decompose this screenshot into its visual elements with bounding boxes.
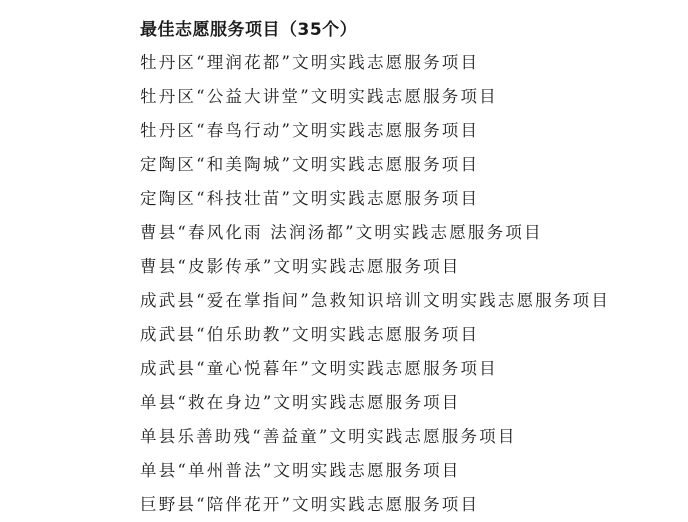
list-item: 成武县“爱在掌指间”急救知识培训文明实践志愿服务项目 xyxy=(140,291,611,310)
list-item: 成武县“童心悦暮年”文明实践志愿服务项目 xyxy=(140,359,498,378)
section-heading: 最佳志愿服务项目（35个） xyxy=(140,20,358,40)
list-item: 定陶区“和美陶城”文明实践志愿服务项目 xyxy=(140,155,480,174)
list-item: 牡丹区“春鸟行动”文明实践志愿服务项目 xyxy=(140,121,480,140)
list-item: 曹县“皮影传承”文明实践志愿服务项目 xyxy=(140,257,461,276)
list-item: 牡丹区“理润花都”文明实践志愿服务项目 xyxy=(140,53,480,72)
list-item: 单县“救在身边”文明实践志愿服务项目 xyxy=(140,393,461,412)
list-item: 曹县“春风化雨 法润汤都”文明实践志愿服务项目 xyxy=(140,223,543,242)
list-item: 单县乐善助残“善益童”文明实践志愿服务项目 xyxy=(140,427,517,446)
list-item: 定陶区“科技壮苗”文明实践志愿服务项目 xyxy=(140,189,480,208)
list-item: 成武县“伯乐助教”文明实践志愿服务项目 xyxy=(140,325,480,344)
list-item: 单县“单州普法”文明实践志愿服务项目 xyxy=(140,461,461,480)
list-item: 牡丹区“公益大讲堂”文明实践志愿服务项目 xyxy=(140,87,498,106)
list-item: 巨野县“陪伴花开”文明实践志愿服务项目 xyxy=(140,495,480,514)
project-list xyxy=(140,46,688,522)
